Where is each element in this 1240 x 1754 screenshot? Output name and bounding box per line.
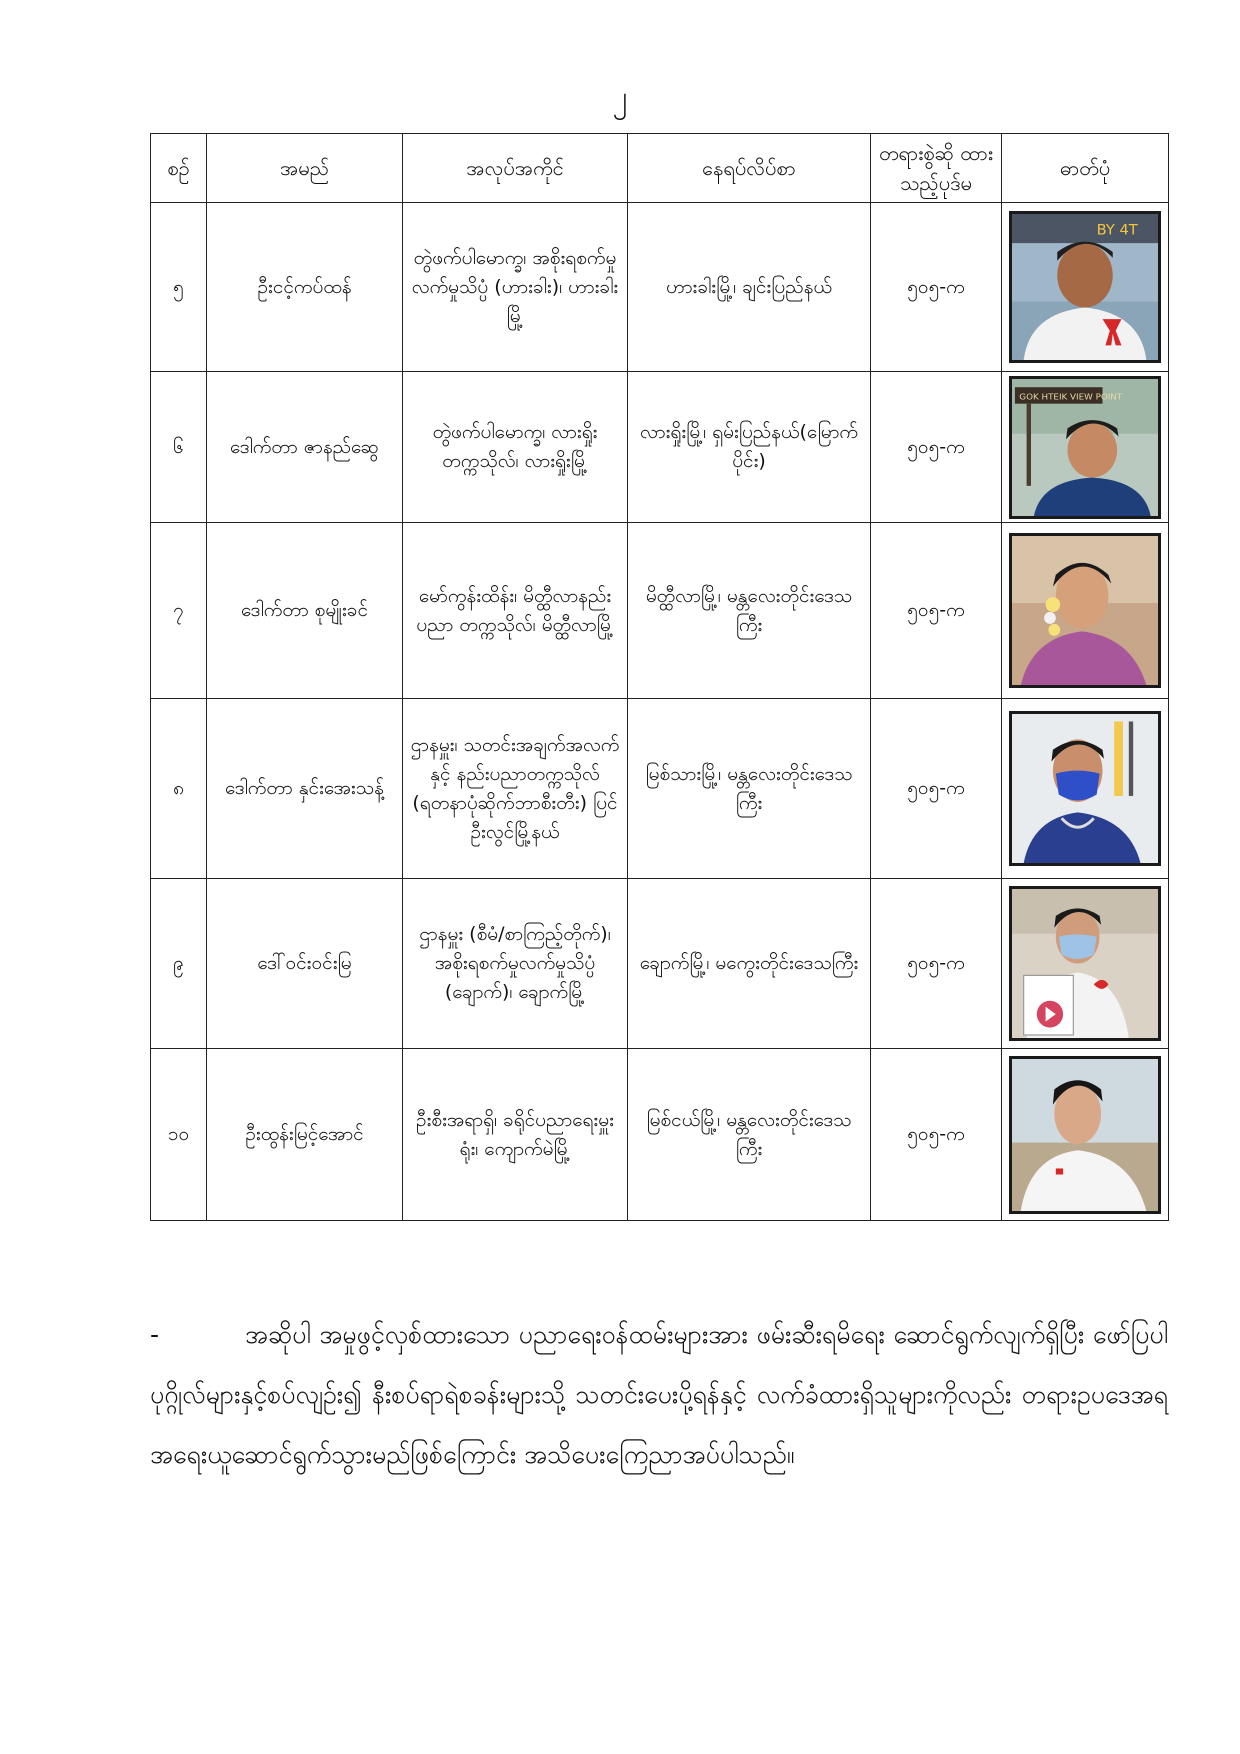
paragraph-text: အဆိုပါ အမှုဖွင့်လှစ်ထားသော ပညာရေးဝန်ထမ်းများအား ဖမ်းဆီးရမိရေး ဆောင်ရွက်လျက်ရှိပြီး ဖော်ပြပါပုဂ္ဂိုလ်များနှင့်စပ်လျဉ်း၍ နီးစပ်ရာရဲစခန်းများသို့ သတင်းပေးပို့ရန်နှင့် လက်ခံထားရှိသူများကိုလည်း တရားဥပဒေအရ အရေးယူဆောင်ရွက်သွားမည်ဖြစ်ကြောင်း အသိပေးကြေညာအပ်ပါသည်။ xyxy=(150,1320,1168,1469)
row-charge: ၅၀၅-က xyxy=(871,372,1002,523)
row-photo-cell xyxy=(1002,1049,1169,1221)
portrait-photo xyxy=(1009,211,1161,363)
table-row xyxy=(151,1049,1169,1221)
table-header-row xyxy=(151,134,1169,203)
row-name: ဦးငင့်ကပ်ထန် xyxy=(207,203,403,372)
row-no: ၇ xyxy=(151,523,207,699)
row-no: ၁၀ xyxy=(151,1049,207,1221)
header-photo: ဓာတ်ပုံ xyxy=(1002,134,1169,203)
row-photo-cell xyxy=(1002,879,1169,1049)
row-photo-cell xyxy=(1002,699,1169,879)
announcement-paragraph xyxy=(150,1305,1168,1485)
header-charge: တရားစွဲဆို ထားသည့်ပုဒ်မ xyxy=(871,134,1002,203)
portrait-photo xyxy=(1009,1056,1161,1214)
portrait-photo-man-red-ribbon xyxy=(1012,214,1158,360)
table-row xyxy=(151,699,1169,879)
row-occupation: ဌာနမှူး၊ သတင်းအချက်အလက်နှင့် နည်းပညာတက္ကသိုလ် (ရတနာပုံဆိုက်ဘာစီးတီး) ပြင်ဦးလွင်မြို့နယ် xyxy=(403,699,628,879)
header-name: အမည် xyxy=(207,134,403,203)
row-no: ၈ xyxy=(151,699,207,879)
row-name: ဦးထွန်းမြင့်အောင် xyxy=(207,1049,403,1221)
row-name: ဒေါက်တာ စုမျိုးခင် xyxy=(207,523,403,699)
row-photo-cell xyxy=(1002,372,1169,523)
row-no: ၅ xyxy=(151,203,207,372)
table-row xyxy=(151,372,1169,523)
row-occupation: ဌာနမှူး (စီမံ/စာကြည့်တိုက်)၊ အစိုးရစက်မှုလက်မှုသိပ္ပံ (ချောက်)၊ ချောက်မြို့ xyxy=(403,879,628,1049)
row-charge: ၅၀၅-က xyxy=(871,1049,1002,1221)
portrait-photo xyxy=(1009,376,1161,519)
row-name: ဒေါက်တာ ဇာနည်ဆွေ xyxy=(207,372,403,523)
row-no: ၉ xyxy=(151,879,207,1049)
row-address: မြစ်ငယ်မြို့၊ မန္တလေးတိုင်းဒေသကြီး xyxy=(628,1049,871,1221)
row-address: ချောက်မြို့၊ မကွေးတိုင်းဒေသကြီး xyxy=(628,879,871,1049)
paragraph-dash: - xyxy=(150,1320,160,1349)
table-row xyxy=(151,203,1169,372)
header-no: စဉ် xyxy=(151,134,207,203)
svg-text:GOK HTEIK VIEW POINT: GOK HTEIK VIEW POINT xyxy=(1019,392,1123,402)
portrait-photo-young-man xyxy=(1012,1059,1158,1211)
portrait-photo-woman-flowers xyxy=(1012,536,1158,685)
row-name: ဒေါက်တာ နှင်းအေးသန့် xyxy=(207,699,403,879)
row-charge: ၅၀၅-က xyxy=(871,879,1002,1049)
row-occupation: တွဲဖက်ပါမောက္ခ၊ အစိုးရစက်မှုလက်မှုသိပ္ပံ (ဟားခါး)၊ ဟားခါးမြို့ xyxy=(403,203,628,372)
row-name: ဒေါ်ဝင်းဝင်းမြ xyxy=(207,879,403,1049)
table-row xyxy=(151,523,1169,699)
portrait-photo xyxy=(1009,711,1161,866)
portrait-photo-woman-mask-sign xyxy=(1012,889,1158,1038)
row-address: လားရှိုးမြို့၊ ရှမ်းပြည်နယ်(မြောက်ပိုင်း) xyxy=(628,372,871,523)
svg-text:BY 4T: BY 4T xyxy=(1096,221,1138,239)
row-photo-cell xyxy=(1002,203,1169,372)
portrait-photo-man-viewpoint-sign xyxy=(1012,379,1158,516)
portrait-photo-woman-blue-mask xyxy=(1012,714,1158,863)
row-occupation: ဦးစီးအရာရှိ၊ ခရိုင်ပညာရေးမှူးရုံး၊ ကျောက်မဲမြို့ xyxy=(403,1049,628,1221)
row-occupation: တွဲဖက်ပါမောက္ခ၊ လားရှိုးတက္ကသိုလ်၊ လားရှိုးမြို့ xyxy=(403,372,628,523)
row-address: ဟားခါးမြို့၊ ချင်းပြည်နယ် xyxy=(628,203,871,372)
portrait-photo xyxy=(1009,886,1161,1041)
portrait-photo xyxy=(1009,533,1161,688)
table-row xyxy=(151,879,1169,1049)
row-photo-cell xyxy=(1002,523,1169,699)
row-address: မိတ္ထီလာမြို့၊ မန္တလေးတိုင်းဒေသကြီး xyxy=(628,523,871,699)
header-address: နေရပ်လိပ်စာ xyxy=(628,134,871,203)
page-number: ၂ xyxy=(612,80,628,115)
row-no: ၆ xyxy=(151,372,207,523)
row-charge: ၅၀၅-က xyxy=(871,203,1002,372)
row-address: မြစ်သားမြို့၊ မန္တလေးတိုင်းဒေသကြီး xyxy=(628,699,871,879)
row-charge: ၅၀၅-က xyxy=(871,523,1002,699)
row-charge: ၅၀၅-က xyxy=(871,699,1002,879)
wanted-staff-table xyxy=(150,133,1169,1221)
row-occupation: မော်ကွန်းထိန်း၊ မိတ္ထီလာနည်းပညာ တက္ကသိုလ်၊ မိတ္ထီလာမြို့ xyxy=(403,523,628,699)
header-occupation: အလုပ်အကိုင် xyxy=(403,134,628,203)
